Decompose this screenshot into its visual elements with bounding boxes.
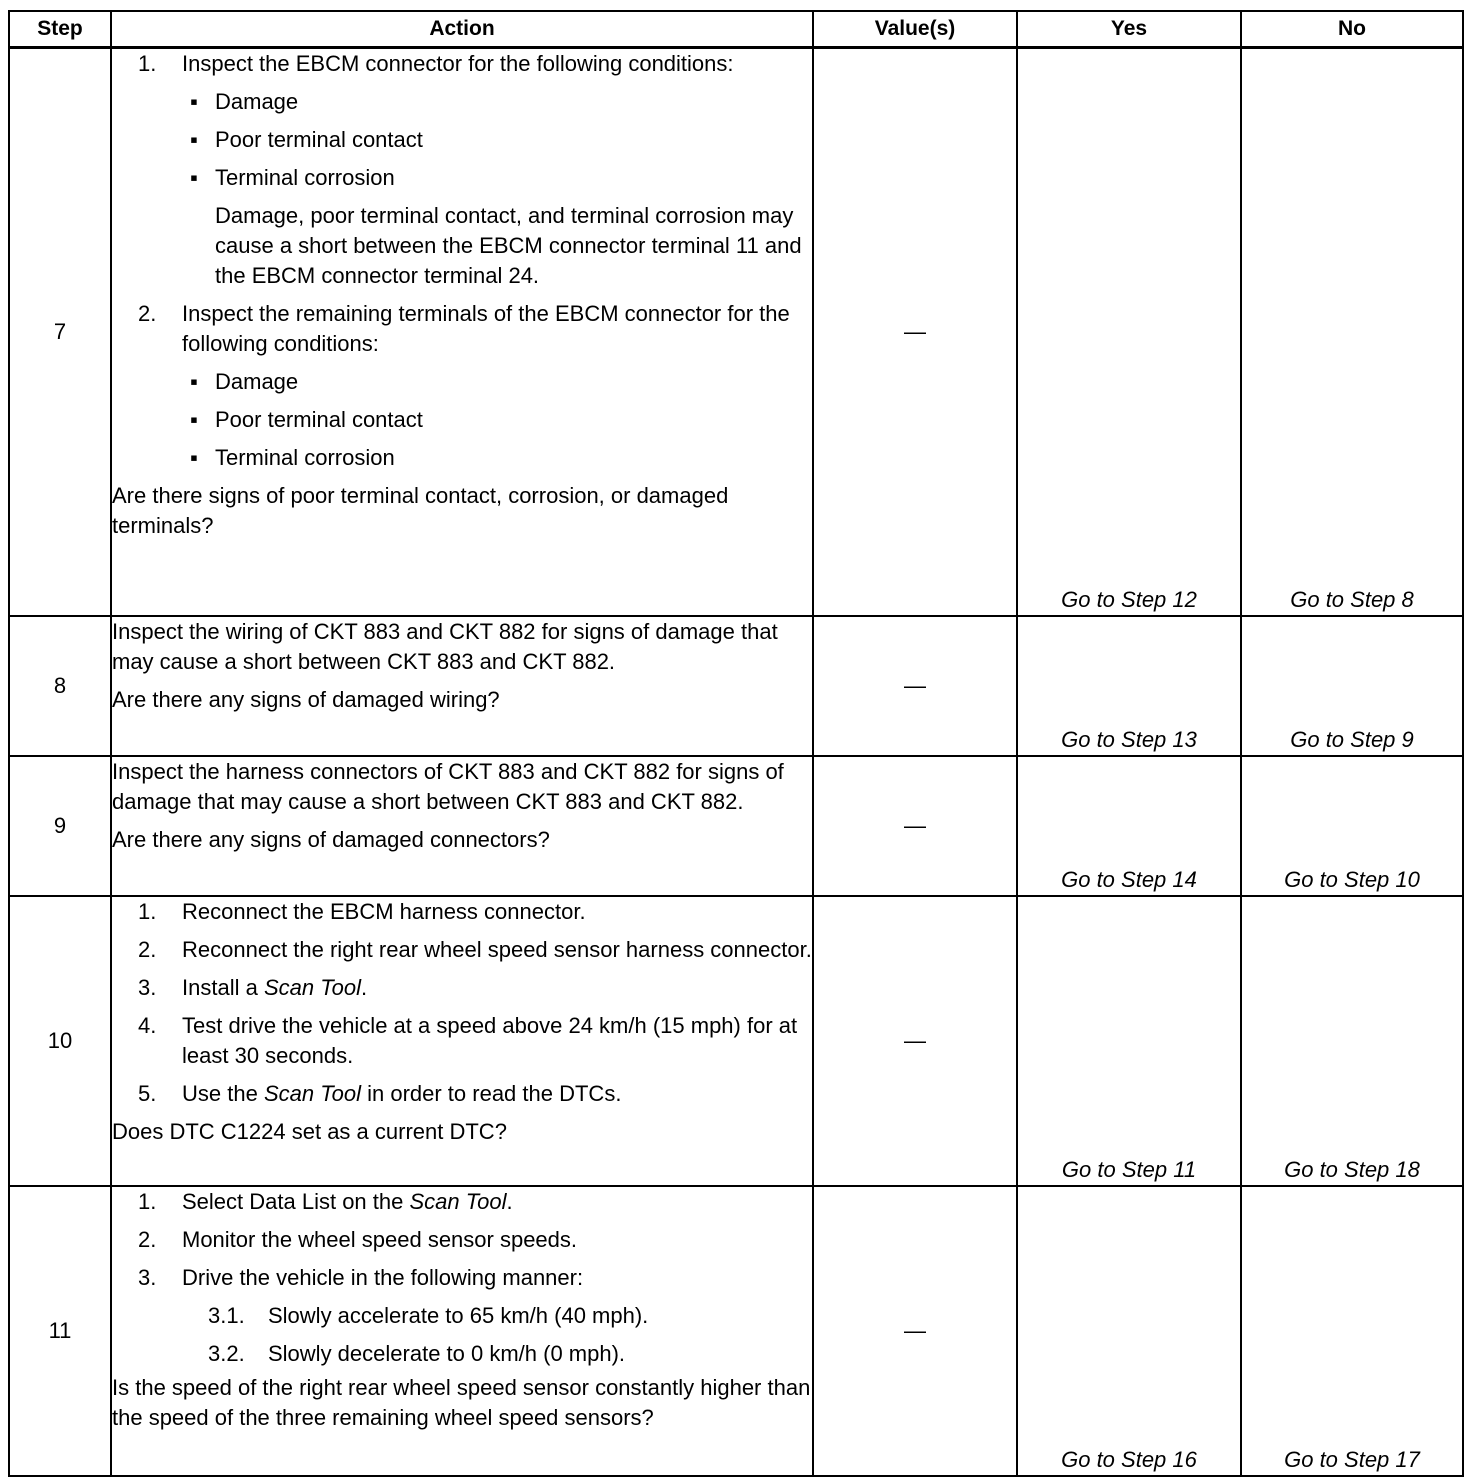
sub-item-text: Slowly accelerate to 65 km/h (40 mph). bbox=[268, 1302, 649, 1328]
item-text: Test drive the vehicle at a speed above 24 km/h (15 mph) for at least 30 seconds. bbox=[182, 1012, 798, 1068]
action-item bbox=[112, 1079, 812, 1109]
bullet-item bbox=[182, 443, 812, 473]
item-number: 2. bbox=[138, 301, 157, 326]
yes-result: Go to Step 11 bbox=[1017, 896, 1241, 1186]
table-row-step-10 bbox=[9, 896, 1463, 1186]
item-text-post: . bbox=[506, 1188, 513, 1214]
question-text: Does DTC C1224 set as a current DTC? bbox=[112, 1118, 507, 1144]
bullet-list bbox=[182, 87, 812, 193]
item-number: 2. bbox=[138, 1226, 157, 1252]
item-text-pre: Install a bbox=[182, 974, 264, 1000]
bullet-item bbox=[182, 405, 812, 435]
yes-result: Go to Step 12 bbox=[1017, 48, 1241, 616]
item-number: 4. bbox=[138, 1012, 157, 1038]
bullet-item bbox=[182, 125, 812, 155]
sub-list bbox=[182, 1301, 812, 1369]
sub-item-number: 3.2. bbox=[208, 1340, 245, 1366]
item-text: Inspect the remaining terminals of the EBCM connector for the following conditions: bbox=[182, 301, 790, 356]
action-list bbox=[112, 1187, 812, 1369]
bullet-icon: ▪ bbox=[190, 445, 198, 470]
question-text: Are there signs of poor terminal contact, corrosion, or damaged terminals? bbox=[112, 483, 729, 538]
item-text: Monitor the wheel speed sensor speeds. bbox=[182, 1226, 578, 1252]
action-cell bbox=[111, 1186, 813, 1476]
bullet-icon: ▪ bbox=[190, 369, 198, 394]
action-list bbox=[112, 49, 812, 473]
no-result: Go to Step 17 bbox=[1241, 1186, 1463, 1476]
yes-result: Go to Step 16 bbox=[1017, 1186, 1241, 1476]
bullet-item bbox=[182, 367, 812, 397]
table-row-step-8 bbox=[9, 616, 1463, 756]
item-text-pre: Select Data List on the bbox=[182, 1188, 410, 1214]
item-text: Reconnect the right rear wheel speed sensor harness connector. bbox=[182, 936, 812, 962]
table-row-step-9 bbox=[9, 756, 1463, 896]
action-cell bbox=[111, 896, 813, 1186]
action-list bbox=[112, 897, 812, 1109]
value-cell: — bbox=[813, 616, 1017, 756]
item-text-post: in order to read the DTCs. bbox=[360, 1080, 622, 1106]
value-cell: — bbox=[813, 896, 1017, 1186]
item-number: 2. bbox=[138, 936, 157, 962]
action-item bbox=[112, 935, 812, 965]
sub-item-text: Slowly decelerate to 0 km/h (0 mph). bbox=[268, 1340, 626, 1366]
item-number: 1. bbox=[138, 51, 157, 76]
diagnostic-table bbox=[8, 10, 1464, 1477]
action-cell bbox=[111, 48, 813, 616]
sub-item bbox=[182, 1301, 812, 1331]
scan-tool-term: Scan Tool bbox=[263, 974, 361, 1000]
bullet-icon: ▪ bbox=[190, 89, 198, 114]
no-result: Go to Step 18 bbox=[1241, 896, 1463, 1186]
bullet-icon: ▪ bbox=[190, 407, 198, 432]
action-item bbox=[112, 299, 812, 473]
header-step: Step bbox=[9, 11, 111, 48]
header-action: Action bbox=[111, 11, 813, 48]
action-item bbox=[112, 1263, 812, 1369]
action-paragraph: Inspect the harness connectors of CKT 883 and CKT 882 for signs of damage that may cause a short between CKT 883 and CKT 882. bbox=[112, 758, 784, 814]
question-text: Is the speed of the right rear wheel speed sensor constantly higher than the speed of the three remaining wheel speed sensors? bbox=[112, 1374, 811, 1430]
bullet-text: Poor terminal contact bbox=[215, 407, 423, 432]
table-row-step-7 bbox=[9, 48, 1463, 616]
bullet-item bbox=[182, 163, 812, 193]
bullet-text: Damage bbox=[215, 369, 299, 394]
bullet-list bbox=[182, 367, 812, 473]
step-number: 9 bbox=[9, 756, 111, 896]
item-number: 1. bbox=[138, 1188, 157, 1214]
item-text: Inspect the EBCM connector for the following conditions: bbox=[182, 51, 734, 76]
bullet-icon: ▪ bbox=[190, 165, 198, 190]
value-cell: — bbox=[813, 48, 1017, 616]
scan-tool-term: Scan Tool bbox=[263, 1080, 361, 1106]
bullet-text: Terminal corrosion bbox=[215, 445, 395, 470]
bullet-text: Terminal corrosion bbox=[215, 165, 395, 190]
sub-item-number: 3.1. bbox=[208, 1302, 245, 1328]
action-item bbox=[112, 1011, 812, 1071]
table-row-step-11 bbox=[9, 1186, 1463, 1476]
item-text-pre: Use the bbox=[182, 1080, 264, 1106]
header-row bbox=[9, 11, 1463, 48]
sub-item bbox=[182, 1339, 812, 1369]
action-cell bbox=[111, 756, 813, 896]
step-number: 8 bbox=[9, 616, 111, 756]
item-note: Damage, poor terminal contact, and terminal corrosion may cause a short between the EBCM connector terminal 11 and the EBCM connector terminal 24. bbox=[215, 203, 802, 288]
action-item bbox=[112, 1225, 812, 1255]
action-item bbox=[112, 49, 812, 291]
step-number: 11 bbox=[9, 1186, 111, 1476]
question-text: Are there any signs of damaged connectors? bbox=[112, 826, 550, 852]
header-no: No bbox=[1241, 11, 1463, 48]
yes-result: Go to Step 14 bbox=[1017, 756, 1241, 896]
action-item bbox=[112, 897, 812, 927]
yes-result: Go to Step 13 bbox=[1017, 616, 1241, 756]
scan-tool-term: Scan Tool bbox=[409, 1188, 507, 1214]
no-result: Go to Step 10 bbox=[1241, 756, 1463, 896]
no-result: Go to Step 8 bbox=[1241, 48, 1463, 616]
item-number: 5. bbox=[138, 1080, 157, 1106]
item-number: 3. bbox=[138, 1264, 157, 1290]
header-values: Value(s) bbox=[813, 11, 1017, 48]
header-yes: Yes bbox=[1017, 11, 1241, 48]
bullet-item bbox=[182, 87, 812, 117]
item-text-post: . bbox=[360, 974, 368, 1000]
item-text: Reconnect the EBCM harness connector. bbox=[182, 898, 586, 924]
value-cell: — bbox=[813, 1186, 1017, 1476]
item-number: 1. bbox=[138, 898, 157, 924]
value-cell: — bbox=[813, 756, 1017, 896]
action-paragraph: Inspect the wiring of CKT 883 and CKT 882 for signs of damage that may cause a short between CKT 883 and CKT 882. bbox=[112, 618, 778, 674]
action-cell bbox=[111, 616, 813, 756]
step-number: 7 bbox=[9, 48, 111, 616]
action-item bbox=[112, 973, 812, 1003]
bullet-icon: ▪ bbox=[190, 127, 198, 152]
question-text: Are there any signs of damaged wiring? bbox=[112, 686, 500, 712]
item-text: Drive the vehicle in the following manner: bbox=[182, 1264, 584, 1290]
action-item bbox=[112, 1187, 812, 1217]
item-number: 3. bbox=[138, 974, 157, 1000]
bullet-text: Damage bbox=[215, 89, 299, 114]
no-result: Go to Step 9 bbox=[1241, 616, 1463, 756]
bullet-text: Poor terminal contact bbox=[215, 127, 423, 152]
step-number: 10 bbox=[9, 896, 111, 1186]
